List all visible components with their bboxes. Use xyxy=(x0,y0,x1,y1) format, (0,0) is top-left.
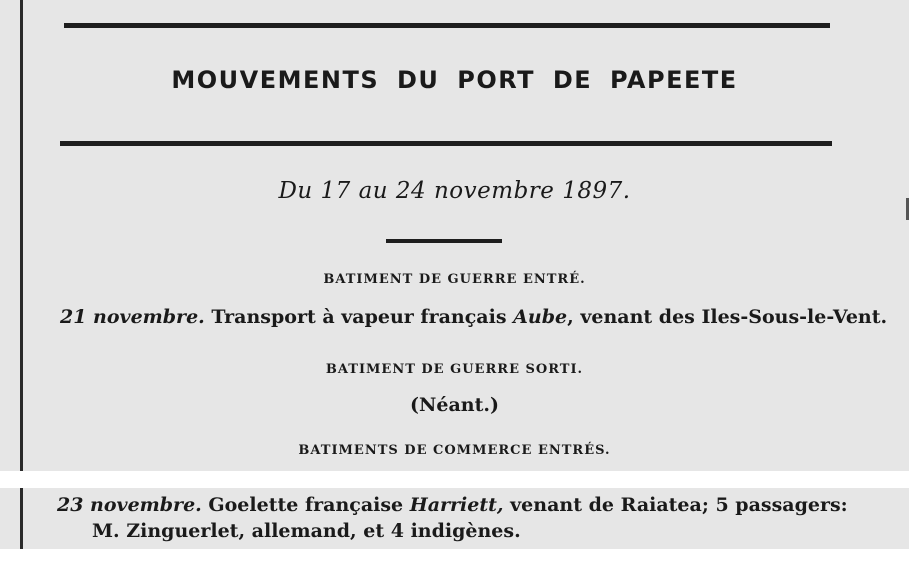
heading-war-ship-out: BATIMENT DE GUERRE SORTI. xyxy=(325,362,584,377)
scan-gap xyxy=(0,471,909,488)
entry-text: , venant des Iles-Sous-le-Vent. xyxy=(567,306,888,328)
ship-name: Harriett, xyxy=(409,494,504,516)
entry-date: 21 novembre. xyxy=(60,306,205,328)
title-rule xyxy=(60,141,832,146)
short-divider xyxy=(386,239,502,243)
ship-name: Aube xyxy=(513,306,568,328)
entry-continuation: M. Zinguerlet, allemand, et 4 indigènes. xyxy=(92,520,521,542)
none-notice: (Néant.) xyxy=(410,394,499,416)
entry-commerce-ship-in xyxy=(57,494,848,516)
heading-commerce-ships-in: BATIMENTS DE COMMERCE ENTRÉS. xyxy=(298,443,611,458)
page-title: MOUVEMENTS DU PORT DE PAPEETE xyxy=(171,66,738,94)
heading-war-ship-in: BATIMENT DE GUERRE ENTRÉ. xyxy=(323,272,586,287)
entry-text: Transport à vapeur français xyxy=(204,306,514,328)
entry-war-ship-in xyxy=(60,306,887,328)
top-rule xyxy=(64,23,830,28)
scan-gap xyxy=(0,549,909,573)
entry-text: venant de Raiatea; 5 passagers: xyxy=(503,494,848,516)
date-range: Du 17 au 24 novembre 1897. xyxy=(278,178,631,204)
entry-date: 23 novembre. xyxy=(57,494,202,516)
entry-text: Goelette française xyxy=(201,494,410,516)
